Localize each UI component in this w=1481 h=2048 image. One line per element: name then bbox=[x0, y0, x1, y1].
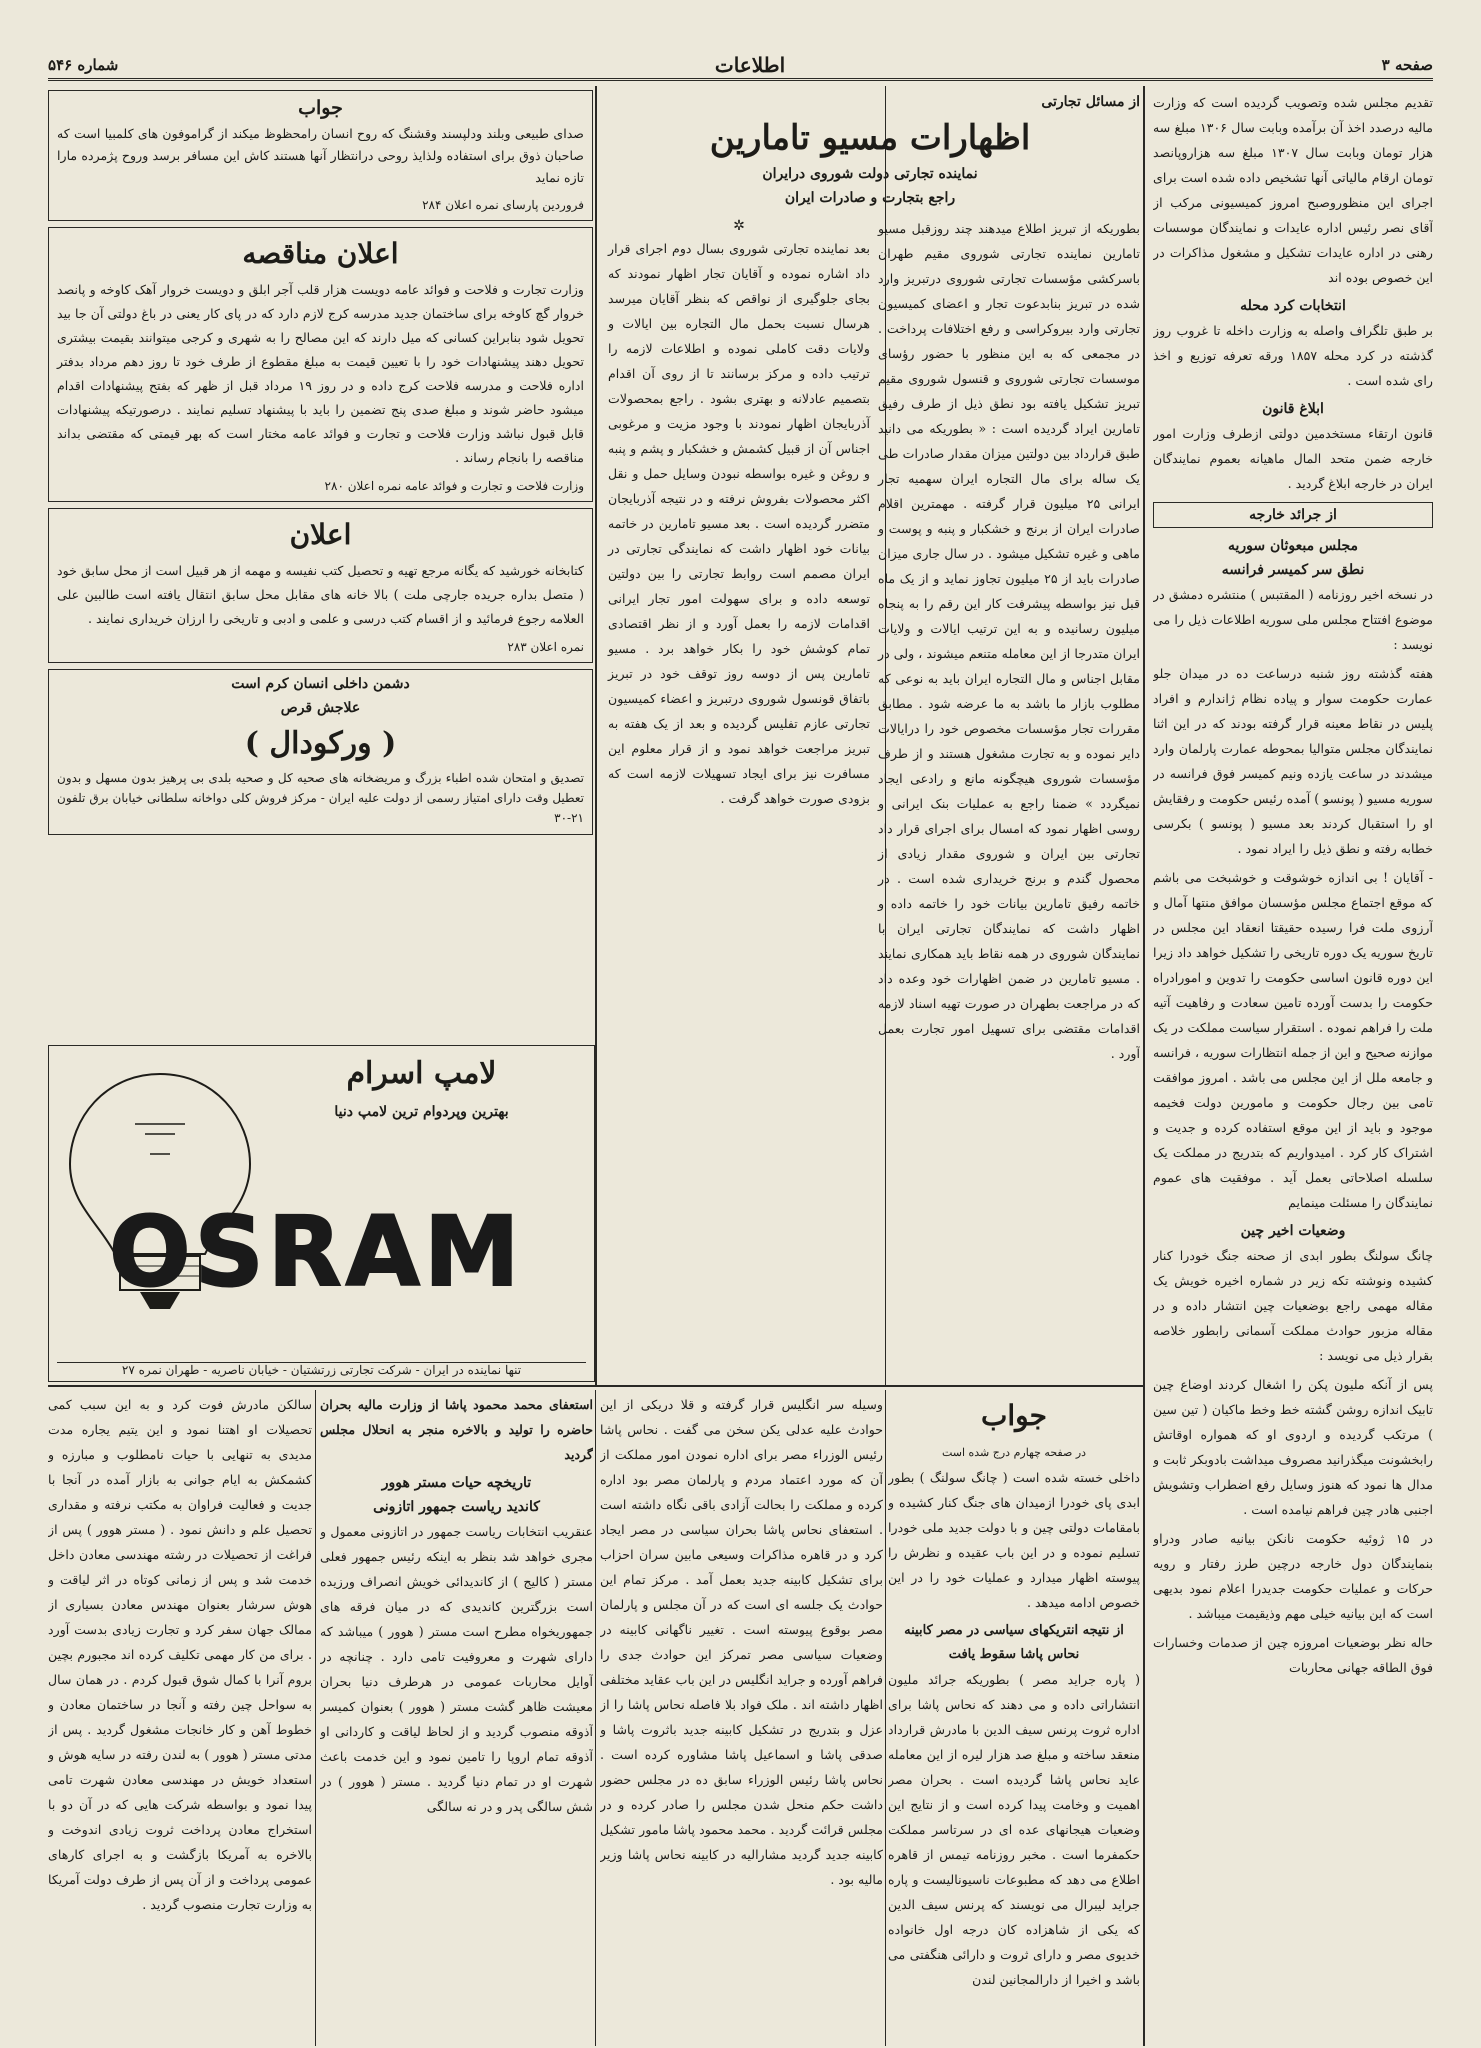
ad-title: اعلان bbox=[289, 518, 352, 551]
ad-title: جواب bbox=[298, 97, 343, 119]
column-rule-right bbox=[1143, 86, 1145, 2046]
article-lead: استعفای محمد محمود پاشا از وزارت مالیه بحران حاضره را تولید و بالاخره منجر به انحلال مجلس گردید bbox=[320, 1397, 593, 1462]
article-text: تقدیم مجلس شده وتصویب گردیده است که وزارت مالیه درصدد اخذ آن برآمده وبابت سال ۱۳۰۶ مبلغ سه هزار تومان وبابت سال ۱۳۰۷ مبلغ سه هزاروپانصد تومان ارقام مالیاتی آنها تشخیص داده شده است برای اجرای این منظوروصبح امروز کمیسیونی مرکب از آقای نصر رئیس اداره عایدات و نمایندگان موسسات رهنی در اداره عایدات تشکیل و مشغول مذاکرات در این خصوص بوده اند bbox=[1153, 95, 1433, 285]
ad-top-line: دشمن داخلی انسان کرم است bbox=[231, 676, 410, 692]
ad-text: تصدیق و امتحان شده اطباء بزرگ و مریضخانه های صحیه کل و صحیه بلدی بی پرهیز بدون مسهل و بدون تعطیل وقت دارای امتیاز رسمی از دولت علیه ایران - مرکز فروش کلی دواخانه سلطانی خیابان برق تلفون ۲۱-۳۰ bbox=[57, 771, 585, 825]
ad-reply bbox=[48, 90, 593, 221]
article-text: پس از آنکه ملیون پکن را اشغال کردند اوضاع چین تابیک اندازه روشن گشته خط وخط ماکیان ( تین سین ) مرتکب گردیده و اردوی او که همواره اوقاتش رابخشونت میگذرانید مصروف میداشت بادوبکر ثابت و مدال ها نمود که هنوز وسایل رفع اضطراب وتشویش اجنبی هادر چین فراهم نیامده است . bbox=[1153, 1377, 1433, 1517]
article-text: هفته گذشته روز شنبه درساعت ده در میدان جلو عمارت حکومت سوار و پیاده نظام ژاندارم و افراد پلیس در نقاط معینه قرار گرفته بودند که در این اثنا نمایندگان مجلس متوالیا بمحوطه عمارت پارلمان وارد میشدند در ساعت یازده ونیم کمیسر فوق فرانسه در سوریه مسیو ( پونسو ) آمده رئیس حکومت و رفقایش او را استقبال کردند بعد مسیو ( پونسو ) بکرسی خطابه رفته و نطق ذیل را ایراد نمود . bbox=[1153, 666, 1433, 856]
osram-logo: OSRAM bbox=[109, 1196, 524, 1308]
article-column-left bbox=[608, 216, 870, 1070]
article-text: داخلی خسته شده است ( چانگ سولنگ ) بطور ابدی پای خودرا ازمیدان های جنگ کنار کشیده و بامقامات دولتی چین و با دولت جدید ملی خودرا تسلیم نموده و در این باب عقیده و نظرش را پیوسته اظهار میدارد و عملیات خود را در این خصوص ادامه میدهد . bbox=[888, 1470, 1140, 1610]
subheadline: راجع بتجارت و صادرات ایران bbox=[784, 190, 956, 206]
article-text: بعد نماینده تجارتی شوروی بسال دوم اجرای قرار داد اشاره نموده و آقایان تجار اظهار نمودند که بجای جلوگیری از نواقص که بنظر آقایان میرسد هرسال نسبت بحمل مال التجاره بین ایالات و ولایات دقت کاملی نموده و اطلاعات لازمه را ترتیب داده و مرکز برسانند تا از روی آن اقدام بتصمیم عادلانه و بهتری بشود . راجع بمحصولات آذربایجان اظهار نمودند با وجود مزیت و مرغوبی اجناس آن از قبیل کشمش و خشکبار و پشم و پنبه و روغن و غیره بواسطه نبودن وسایل حمل و نقل اکثر محصولات بفروش نرفته و در نتیجه آذربایجان متضرر گردیده است . بعد مسیو تامارین در خاتمه بیانات خود اظهار داشت که نمایندگی تجارتی در ایران مصمم است روابط تجارتی را بین دولتین توسعه داده و برای سهولت امور تجار ایرانی اقدامات لازمه را بعمل آورد و از نظر اقتصادی تمام کوشش خود را بکار خواهد برد . مسیو تامارین پس از دوسه روز توقف خود در تبریز باتفاق قونسول شوروی درتبریز و اعضاء کمیسیون تجارتی عازم تفلیس گردیده و بعد از یک هفته به تبریز مراجعت خواهد نمود و از قرار معلوم این مسافرت نیز برای ایجاد تسهیلات لازمه است که بزودی صورت خواهد گرفت . bbox=[608, 241, 870, 806]
article-text: وسیله سر انگلیس قرار گرفته و قلا دریکی از این حوادث علیه عدلی یکن سخن می گفت . نحاس پاشا رئیس الوزراء مصر برای اداره نمودن امور مملکت از آن که مورد اعتماد مردم و پارلمان مصر بود اداره کرده و مملکت را بحالت آزادی باقی نگاه داشته است . استعفای نحاس پاشا بحران سیاسی در مصر ایجاد کرد و در قاهره مذاکرات وسیعی مابین سران احزاب برای تشکیل کابینه جدید بعمل آمد . مرکز تمام این حوادث یک جلسه ای است که در آن مجلس و پارلمان مصر بوقوع پیوسته است . تغییر ناگهانی کابینه در وضعیات سیاسی مصر تمرکز این حوادث جدی را فراهم آورده و جراید انگلیس در این باب عقاید مختلفی اظهار داشته اند . ملک فواد بلا فاصله نحاس پاشا را از عزل و بتدریج در تشکیل کابینه جدید باثروت پاشا و صدقی پاشا و اسماعیل پاشا مشاوره کرده است . نحاس پاشا رئیس الوزراء سابق ده در مجلس حضور داشت حکم منحل شدن مجلس را صادر کرده و در مجلس قرائت گردید . محمد محمود پاشا مامور تشکیل کابینه جدید گردید مشارالیه در کابینه نحاس پاشا وزیر مالیه بود . bbox=[600, 1397, 883, 1887]
subheadline-syria: نطق سر کمیسر فرانسه bbox=[1221, 562, 1365, 578]
headline-china: وضعیات اخیر چین bbox=[1240, 1223, 1346, 1239]
column-rule-left bbox=[595, 86, 597, 1386]
article-text: حاله نظر بوضعیات امروزه چین از صدمات وخسارات فوق الطاقه جهانی محاربات bbox=[1153, 1635, 1433, 1675]
headline-kord-mahalle: انتخابات کرد محله bbox=[1240, 298, 1346, 314]
left-column bbox=[48, 90, 593, 1040]
reply-title: جواب bbox=[981, 1399, 1047, 1432]
section-foreign-press: از جرائد خارجه bbox=[1153, 502, 1433, 528]
ad-osram bbox=[48, 1045, 595, 1382]
osram-subtitle: بهترین وپردوام ترین لامپ دنیا bbox=[334, 1104, 509, 1120]
article-text: ( پاره جراید مصر ) بطوریکه جرائد ملیون انتشاراتی داده و می دهند که نحاس پاشا برای اداره ثروت پرنس سیف الدین با مادرش قرارداد منعقد ساخته و مبلغ صد هزار لیره از این معامله عاید نحاس پاشا گردیده است . بحران مصر اهمیت و وخامت پیدا کرده است و از نتایج این وضعیات هیجانهای عده ای در سرتاسر مملکت حکمفرما است . مخبر روزنامه تیمس از قاهره اطلاع می دهد که مطبوعات ناسیونالیست و پاره جراید لیبرال می نویسند که پرنس سیف الدین که یکی از شاهزاده کان درجه اول خانواده خدیوی مصر و دارای ثروت و دارائی هنگفتی می باشد و اخیرا از دارالمجانین لندن bbox=[888, 1672, 1140, 1987]
hoover-article-continued bbox=[48, 1392, 312, 2042]
article-text: در ۱۵ ژوئیه حکومت نانکن بیانیه صادر ودراو بنمایندگان دول خارجه درچین طرز رفتار و رویه حرکات و عملیات حکومت جدیدرا اعلام نمود بدیهی است که این بیانیه خیلی مهم وذیقیمت میباشد . bbox=[1153, 1531, 1433, 1621]
star-ornament: ✲ bbox=[733, 218, 745, 234]
headline-syria: مجلس مبعوثان سوریه bbox=[1227, 538, 1359, 554]
ad-footer: نمره اعلان ۲۸۳ bbox=[507, 640, 584, 654]
headline-egypt: از نتیجه انتریکهای سیاسی در مصر کابینه نحاس پاشا سقوط یافت bbox=[904, 1623, 1124, 1662]
column-rule-bottom-c bbox=[885, 1390, 886, 2046]
ad-tender bbox=[48, 227, 593, 502]
column-rule-bottom-a bbox=[315, 1390, 316, 2046]
ad-text: وزارت تجارت و فلاحت و فوائد عامه دویست هزار قلب آجر ابلق و دویست خروار آهک کاوخه و پانصد خروار گچ کاوخه برای ساختمان جدید مدرسه کرج لازم دارد که در پای کار یعنی در باغ دولتی آن جا بید تحویل شود بنابراین کسانی که میل دارند که این مصالح را به شهری و کرجی میتوانند بقیمت بیشتری تحویل دهند پیشنهادات خود را با تعیین قیمت به مبلغ مقطوع از طرف خود تا روز دهم مرداد بدفتر اداره فلاحت و مدرسه فلاحت کرج داده و در روز ۱۹ مرداد قبل از ظهر که بفتح پیشنهادات اقدام میشود حاضر شوند و مبلغ صدی پنج تضمین را باید با پیشنهاد تسلیم نمایند . درصورتیکه پیشنهادات قابل قبول نباشد وزارت فلاحت و تجارت و فوائد عامه مختار است که بهر قیمتی که مقتضی بداند مناقصه را بانجام رساند . bbox=[57, 282, 585, 465]
article-column-right bbox=[878, 216, 1140, 1070]
page-header bbox=[48, 52, 1433, 81]
newspaper-logo: اطلاعات bbox=[714, 53, 786, 77]
article-text: بر طبق تلگراف واصله به وزارت داخله تا غروب روز گذشته در کرد محله ۱۸۵۷ ورقه تعرفه توزیع و اخذ رای شده است . bbox=[1153, 323, 1433, 388]
article-text: سالکن مادرش فوت کرد و به این سبب کمی تحصیلات او اهتنا نمود و این یتیم یجاره مدت مدیدی به تنهایی با حیات نامطلوب و مبارزه و کشمکش به ایام جوانی به بازار آمده در آنجا با جدیت و فعالیت فراوان به مکتب نرفته و مقداری تحصیل علم و دانش نمود . ( مستر هوور ) پس از فراغت از تحصیلات در رشته مهندسی معادن داخل خدمت شد و پس از زمانی کوتاه در اثر لیاقت و هوش سرشار بعنوان مهندس معادن بسیاری از ممالک جهان سفر کرد و تجارت زیادی بدست آورد . برای من کار مهمی تکلیف کرده اند مجبورم بچین بروم آنرا با کمال شوق قبول کردم . در همان سال به سواحل چین رفته و آنجا در ساختمان معادن و خطوط آهن و کار خانجات مشغول گردید . پس از مدتی مستر ( هوور ) به لندن رفته در سایه هوش و استعداد خویش در مهندسی معادن شهرت تامی پیدا نمود و بواسطه شرکت هایی که در آن دو با استخراج معادن پرداخت ثروت زیادی اندوخت و بالاخره به آمریکا بازگشت و به اجرای کارهای عمومی پرداخت و از آن پس از طرف دولت آمریکا به وزارت تجارت منصوب گردید . bbox=[48, 1397, 312, 1912]
reply-section bbox=[888, 1392, 1140, 2042]
page-number: صفحه ۳ bbox=[1381, 56, 1433, 74]
issue-number: شماره ۵۴۶ bbox=[48, 56, 119, 74]
article-text: بطوریکه از تبریز اطلاع میدهند چند روزقبل مسیو تامارین نماینده تجارتی شوروی مقیم طهران باسرکشی مؤسسات تجارتی شوروی درتبریز وارد شده در تبریز بنابدعوت تجار و اعضای کمیسیون تجارتی وارد بیروکراسی و رفع اختلافات پرداخت . در مجمعی که به این منظور با حضور رؤسای موسسات تجارتی شوروی و قنسول شوروی مقیم تبریز تشکیل یافته بود نطق ذیل از طرف رفیق تامارین ایراد گردیده است : « بطوریکه می دانید طبق قرارداد بین دولتین میزان مقدار صادرات طی یک ساله برای مال التجاره ایران سهمیه تجار ایرانی ۲۵ میلیون قرار گرفته . مهمترین اقلام صادرات ایران از برنج و خشکبار و پنبه و پوست و ماهی و غیره تشکیل میشود . در سال جاری میزان صادرات باید از ۲۵ میلیون تجاوز نماید و از یک ماه قبل نیز بواسطه پیشرفت کار این رقم را به پنجاه میلیون رسانیده و به این ترتیب ایالات و ولایات ایران متدرجا از این معامله متنعم میشوند ، ولی در مقابل اجناس و مال التجاره ایران باید به نوعی که مطلوب بازار ما باشد به ما عرضه شود . مطابق مقررات تجار مؤسسات مخصوص خود را درایالات دایر نموده و به تجارت مشغول هستند و از طرف مؤسسات شوروی هیچگونه مانع و رادعی ایجاد نمیگردد » ضمنا راجع به عملیات بنک ایرانی و روسی اظهار نمود که امسال برای اجرای قرار داد تجارتی بین ایران و شوروی مقدار زیادی از محصول گندم و برنج خریداری شده است . در خاتمه رفیق تامارین بیانات خود را خاتمه داده و اظهار داشت که نمایندگان تجارتی ایران با نمایندگان شوروی در همه نقاط باید همکاری نمایند . مسیو تامارین در ضمن اظهارات خود وعده داد که در مراجعت بطهران در صورت تهیه اسناد لازمه اقدامات مقتضی برای تسهیل امور تجارت بعمل آورد . bbox=[878, 221, 1140, 1061]
right-column bbox=[1153, 90, 1433, 2040]
main-headline: اظهارات مسیو تامارین bbox=[709, 118, 1031, 158]
ad-footer: فروردین پارسای نمره اعلان ۲۸۴ bbox=[422, 198, 584, 212]
subheadline: نماینده تجارتی دولت شوروی درایران bbox=[762, 166, 978, 182]
reply-subtitle: در صفحه چهارم درج شده است bbox=[941, 1446, 1087, 1459]
subheadline-hoover: کاندید ریاست جمهور اتازونی bbox=[373, 1499, 540, 1515]
brand-name: ( ورکودال ) bbox=[244, 726, 397, 761]
ad-footer: وزارت فلاحت و تجارت و فوائد عامه نمره اعلان ۲۸۰ bbox=[324, 479, 584, 493]
ad-text: صدای طبیعی وبلند ودلپسند وقشنگ که روح انسان رامحظوظ میکند از گراموفون های کلمبیا است که صاحبان ذوق برای استفاده ولذایذ روحی درانتظار آنها هستند کاش این مسافر برسد وروح پژمرده مارا تازه نماید bbox=[57, 126, 584, 185]
article-text: عنقریب انتخابات ریاست جمهور در اتازونی معمول و مجری خواهد شد بنظر به اینکه رئیس جمهور فعلی مستر ( کالیج ) از کاندیدائی خویش انصراف ورزیده است بزرگترین کاندیدی که در میان فرقه های جمهوریخواه مطرح است مستر ( هوور ) میباشد که دارای شهرت و معروفیت تامی دارد . چنانچه در آوایل محاربات عمومی در هرطرف دنیا بحران معیشت ظاهر گشت مستر ( هوور ) بعنوان کمیسر آذوقه منصوب گردید و از لحاظ لیاقت و کاردانی او آذوقه تمام اروپا را تامین نمود و این خدمت باعث شهرت او در تمام دنیا گردید . مستر ( هوور ) در شش سالگی پدر و در نه سالگی bbox=[320, 1524, 593, 1814]
ad-text: کتابخانه خورشید که یگانه مرجع تهیه و تحصیل کتب نفیسه و مهمه از هر قبیل است از محل سابق خود ( متصل بداره جریده جارچی ملت ) بالا خانه های مقابل محل سابق انتقال یافته است طالبین علی العلامه رجوع فرمائید و از اقسام کتب درسی و علمی و ادبی و تاریخی را ارزان خریداری نمایند . bbox=[57, 563, 584, 626]
column-rule-bottom-b bbox=[595, 1390, 596, 2046]
ad-sub-line: علاجش قرص bbox=[280, 700, 361, 716]
headline-hoover: تاریخچه حیات مستر هوور bbox=[381, 1475, 532, 1491]
middle-column bbox=[600, 90, 1140, 1380]
osram-footer: تنها نماینده در ایران - شرکت تجارتی زرتشتیان - خیابان ناصریه - طهران نمره ۲۷ bbox=[57, 1362, 586, 1377]
ad-title: اعلان مناقصه bbox=[242, 237, 399, 270]
article-text: چانگ سولنگ بطور ابدی از صحنه جنگ خودرا کنار کشیده ونوشته تکه زیر در شماره اخیره خویش یک مقاله مهمی راجع بوضعیات چین انتشار داده و در مقاله مزبور حوادث مملکت آسمانی رابطور خلاصه بقرار ذیل می نویسد : bbox=[1153, 1248, 1433, 1363]
ad-bookstore bbox=[48, 508, 593, 663]
article-text: در نسخه اخیر روزنامه ( المقتبس ) منتشره دمشق در موضوع افتتاح مجلس ملی سوریه اطلاعات ذیل را می نویسد : bbox=[1153, 587, 1433, 652]
brand-text: ورکودال bbox=[269, 726, 372, 761]
ad-vermicide bbox=[48, 669, 593, 835]
osram-title: لامپ اسرام bbox=[346, 1056, 497, 1091]
egypt-continuation bbox=[600, 1392, 883, 2042]
article-text: - آقایان ! بی اندازه خوشوقت و خوشبخت می باشم که موقع اجتماع مجلس مؤسسان موافق منتها آمال و آرزوی ملت فرا رسیده حقیقتا انعقاد این مجلس در تاریخ سوریه یک دوره تاریخی را تشکیل خواهد داد زیرا این دوره قانون اساسی حکومت را تدوین و امورادراه حکومت را بدست آورده تامین سعادت و رفاهیت آتیه ملت را فراهم نموده . استقرار سیاست مملکت در یک موازنه صحیح و این از جمله انتظارات سوریه ، فرانسه و جامعه ملل از این مجلس می باشد . امروز موافقت تامی بین رجال حکومت و مامورین دولت فخیمه موجود و باید از این موقع استفاده کرده و جدیت و اشتراک کار کرد . امیدواریم که بتدریج در مملکت یک سلسله اصلاحاتی بعمل آید . موفقیت های عموم نمایندگان را مسئلت مینمایم bbox=[1153, 870, 1433, 1210]
headline-law: ابلاغ قانون bbox=[1262, 401, 1324, 417]
kicker: از مسائل تجارتی bbox=[1041, 94, 1140, 110]
article-text: قانون ارتقاء مستخدمین دولتی ازطرف وزارت امور خارجه ضمن متحد المال ماهیانه بعموم نمایندگان ایران در خارجه ابلاغ گردید . bbox=[1153, 426, 1433, 491]
hoover-article bbox=[320, 1392, 593, 2042]
horizontal-rule-bottom bbox=[48, 1385, 1143, 1387]
